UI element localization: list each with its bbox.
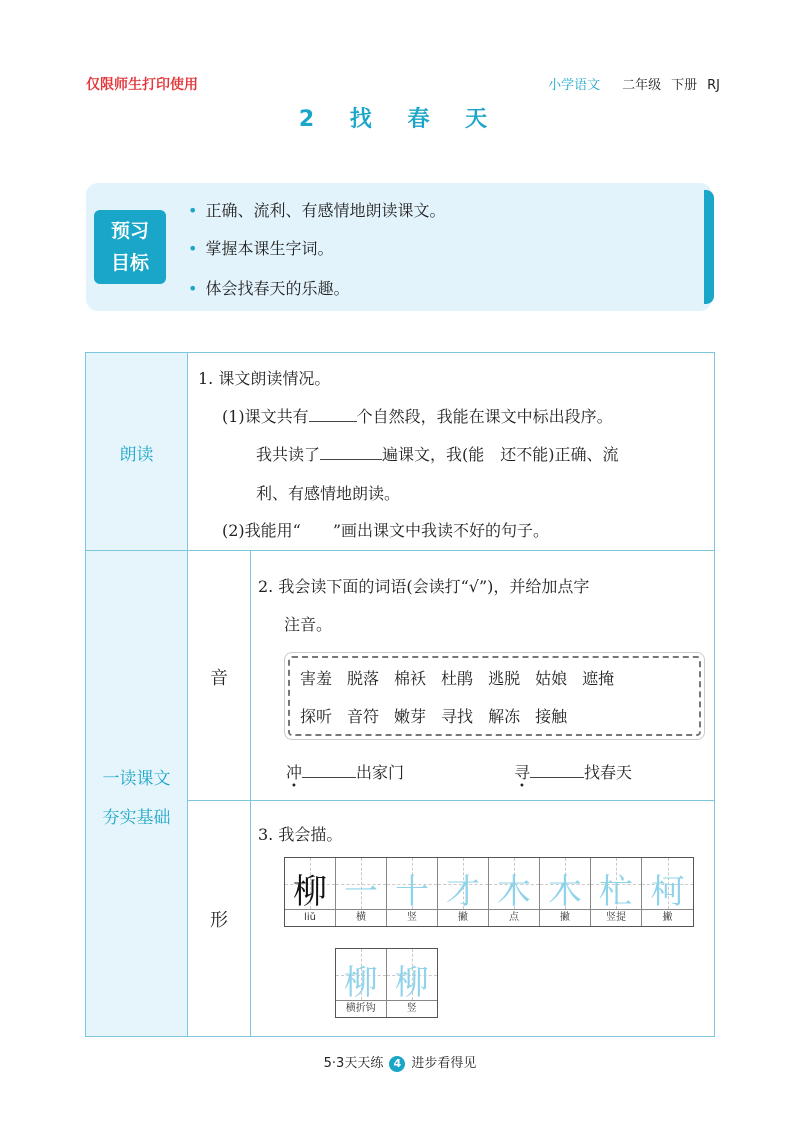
edition-label: RJ (707, 78, 720, 93)
question-1-line-3: 利、有感情地朗读。 (256, 484, 401, 503)
stroke-cell[interactable] (438, 858, 489, 926)
pinyin-blank[interactable] (530, 763, 584, 778)
stroke-cell[interactable] (489, 858, 540, 926)
answer-blank[interactable] (320, 445, 382, 460)
stroke-name: 竖 (406, 1003, 417, 1014)
row-divider (188, 800, 715, 801)
text-fragment: 出家门 (356, 763, 405, 782)
trace-glyph: 十 (395, 872, 429, 912)
question-1-line-1 (222, 404, 613, 427)
trace-glyph: 木 (497, 872, 531, 912)
word-item[interactable]: 杜鹃 (441, 669, 474, 688)
section-label-line1: 一读课文 (102, 769, 171, 789)
row-divider (85, 550, 715, 551)
pinyin-label: liǔ (304, 912, 316, 923)
stroke-cell[interactable] (387, 858, 438, 926)
trace-glyph: 柯 (650, 872, 685, 912)
stroke-cell[interactable] (336, 949, 387, 1017)
trace-glyph: 柳 (343, 963, 378, 1003)
goal-item (188, 198, 445, 221)
word-item[interactable]: 逃脱 (488, 669, 521, 688)
stroke-grid-row-1 (284, 857, 694, 927)
text-fragment: 找春天 (584, 763, 633, 782)
trace-glyph: 木 (548, 872, 582, 912)
grade-label: 二年级 (622, 78, 662, 93)
word-row-1 (300, 666, 614, 689)
column-divider (250, 550, 251, 1037)
stroke-cell-main (285, 858, 336, 926)
question-1-line-4: (2)我能用“ ”画出课文中我读不好的句子。 (222, 521, 550, 540)
text-fragment: 遍课文，我(能 还不能)正确、流 (382, 445, 619, 464)
stroke-cell[interactable] (540, 858, 591, 926)
word-item[interactable]: 接触 (535, 707, 568, 726)
question-2-line-1: 2. 我会读下面的词语(会读打“√”)，并给加点字 (258, 577, 590, 596)
word-item[interactable]: 遮掩 (582, 669, 615, 688)
bullet-icon: • (188, 279, 198, 298)
question-1-line-2 (256, 442, 619, 465)
watermark-text: 仅限师生打印使用 (86, 77, 198, 93)
page-footer (0, 1052, 800, 1072)
word-item[interactable]: 棉袄 (394, 669, 427, 688)
word-item[interactable]: 脱落 (347, 669, 380, 688)
goal-text: 掌握本课生字词。 (205, 239, 334, 258)
goals-accent-bar (704, 190, 714, 304)
trace-glyph: 一 (344, 872, 378, 912)
word-item[interactable]: 解冻 (488, 707, 521, 726)
goal-text: 体会找春天的乐趣。 (205, 279, 350, 298)
bullet-icon: • (188, 239, 198, 258)
goals-badge (94, 210, 166, 284)
footer-slogan: 进步看得见 (411, 1056, 477, 1071)
word-item[interactable]: 寻找 (441, 707, 474, 726)
trace-glyph: 柳 (394, 963, 429, 1003)
section-label-line2: 夯实基础 (102, 808, 171, 828)
stroke-name: 竖提 (606, 912, 626, 923)
question-1-title: 1. 课文朗读情况。 (198, 369, 331, 388)
pinyin-fill-2 (514, 760, 632, 783)
question-3-title: 3. 我会描。 (258, 825, 343, 844)
question-2-line-2: 注音。 (284, 615, 333, 634)
answer-blank[interactable] (309, 407, 357, 422)
stroke-cell[interactable] (387, 949, 438, 1017)
stroke-name: 撇 (560, 912, 570, 923)
subject-label: 小学语文 (548, 78, 601, 93)
goals-badge-line1: 预习 (110, 220, 149, 242)
main-character: 柳 (293, 872, 327, 912)
reading-label: 朗读 (119, 445, 154, 465)
stroke-name: 撇 (458, 912, 468, 923)
goal-text: 正确、流利、有感情地朗读课文。 (205, 201, 446, 220)
stroke-cell[interactable] (642, 858, 693, 926)
bullet-icon: • (188, 201, 198, 220)
pinyin-fill-1 (286, 760, 404, 783)
text-fragment: (1)课文共有 (222, 407, 309, 426)
stroke-name: 撇 (662, 912, 673, 923)
stroke-name: 横折钩 (345, 1003, 376, 1014)
sound-label: 音 (210, 668, 228, 689)
text-fragment: 我共读了 (256, 445, 321, 464)
stroke-cell[interactable] (591, 858, 642, 926)
book-info (538, 74, 720, 93)
word-row-2 (300, 704, 582, 727)
stroke-grid-row-2 (335, 948, 438, 1018)
shape-label: 形 (210, 910, 228, 931)
word-item[interactable]: 嫩芽 (394, 707, 427, 726)
stroke-name: 竖 (407, 912, 417, 923)
dotted-char: 冲 (286, 763, 303, 782)
stroke-cell[interactable] (336, 858, 387, 926)
pinyin-blank[interactable] (302, 763, 356, 778)
goal-item (188, 236, 333, 259)
word-item[interactable]: 音符 (347, 707, 380, 726)
goals-badge-line2: 目标 (110, 252, 149, 274)
word-item[interactable]: 害羞 (300, 669, 333, 688)
trace-glyph: 杧 (599, 872, 633, 912)
stroke-name: 横 (356, 912, 366, 923)
lesson-title: 2 找 春 天 (298, 107, 502, 132)
dotted-char: 寻 (514, 763, 531, 782)
footer-brand: 5·3天天练 (323, 1056, 384, 1071)
stroke-name: 点 (509, 912, 519, 923)
volume-label: 下册 (671, 78, 698, 93)
text-fragment: 个自然段，我能在课文中标出段序。 (356, 407, 613, 426)
trace-glyph: 才 (446, 872, 480, 912)
word-item[interactable]: 姑娘 (535, 669, 568, 688)
page-number-badge: 4 (389, 1056, 405, 1072)
goal-item (188, 276, 349, 299)
word-item[interactable]: 探听 (300, 707, 333, 726)
